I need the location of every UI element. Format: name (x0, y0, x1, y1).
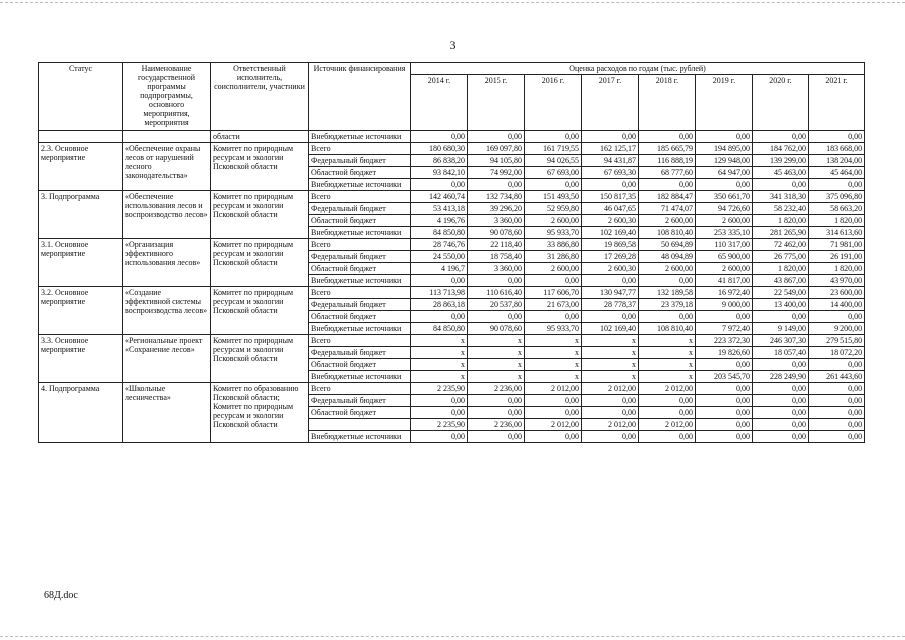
value-cell: 0,00 (582, 431, 639, 443)
value-cell: 279 515,80 (809, 335, 865, 347)
value-cell: x (582, 371, 639, 383)
value-cell: x (411, 347, 468, 359)
value-cell: 0,00 (809, 395, 865, 407)
value-cell: 23 600,00 (809, 287, 865, 299)
value-cell: 21 673,00 (525, 299, 582, 311)
value-cell: x (639, 359, 696, 371)
header-year: 2015 г. (468, 75, 525, 131)
value-cell: 2 012,00 (582, 383, 639, 395)
value-cell: 0,00 (525, 179, 582, 191)
value-cell: 4 196,7 (411, 263, 468, 275)
value-cell: 0,00 (582, 311, 639, 323)
value-cell: 0,00 (696, 131, 753, 143)
value-cell: 33 886,80 (525, 239, 582, 251)
source-cell: Областной бюджет (309, 215, 411, 227)
value-cell: 350 661,70 (696, 191, 753, 203)
value-cell: 1 820,00 (753, 263, 809, 275)
footer-filename: 68Д.doc (44, 590, 78, 601)
value-cell: 26 191,00 (809, 251, 865, 263)
name-cell: «Обеспечение использования лесов и воспроизводство лесов» (123, 191, 211, 239)
value-cell: 2 012,00 (525, 383, 582, 395)
value-cell: 110 616,40 (468, 287, 525, 299)
header-source: Источник финансирования (309, 63, 411, 131)
value-cell: 138 204,00 (809, 155, 865, 167)
value-cell: 108 810,40 (639, 323, 696, 335)
value-cell: 20 537,80 (468, 299, 525, 311)
responsible-cell: Комитет по природным ресурсам и экологии Псковской области (211, 191, 309, 239)
source-cell: Федеральный бюджет (309, 251, 411, 263)
value-cell: 0,00 (468, 431, 525, 443)
value-cell: 2 012,00 (639, 383, 696, 395)
source-cell: Областной бюджет (309, 167, 411, 179)
source-cell: Всего (309, 383, 411, 395)
value-cell: 3 360,00 (468, 263, 525, 275)
value-cell: 0,00 (468, 311, 525, 323)
value-cell: 71 474,07 (639, 203, 696, 215)
value-cell: 0,00 (468, 395, 525, 407)
value-cell: 23 379,18 (639, 299, 696, 311)
value-cell: 2 012,00 (525, 419, 582, 431)
value-cell: 203 545,70 (696, 371, 753, 383)
table-row (39, 335, 865, 347)
value-cell: 58 232,40 (753, 203, 809, 215)
source-cell: Областной бюджет (309, 311, 411, 323)
value-cell: 162 125,17 (582, 143, 639, 155)
table-row (39, 239, 865, 251)
value-cell: 0,00 (809, 179, 865, 191)
header-name: Наименование государственной программы подпрограммы, основного мероприятия, мероприятия (123, 63, 211, 131)
table-row (39, 191, 865, 203)
value-cell: 26 775,00 (753, 251, 809, 263)
value-cell: 94 026,55 (525, 155, 582, 167)
value-cell: x (468, 371, 525, 383)
value-cell: 0,00 (468, 179, 525, 191)
header-year: 2019 г. (696, 75, 753, 131)
value-cell: 0,00 (809, 407, 865, 419)
responsible-cell: Комитет по природным ресурсам и экологии Псковской области (211, 335, 309, 383)
value-cell: 2 012,00 (582, 419, 639, 431)
value-cell: 0,00 (753, 383, 809, 395)
header-year: 2017 г. (582, 75, 639, 131)
value-cell: 0,00 (525, 131, 582, 143)
value-cell: 0,00 (696, 407, 753, 419)
value-cell: 0,00 (639, 395, 696, 407)
source-cell: Внебюджетные источники (309, 131, 411, 143)
value-cell: 0,00 (525, 311, 582, 323)
value-cell: 281 265,90 (753, 227, 809, 239)
header-row-1 (39, 63, 865, 75)
value-cell: 0,00 (582, 275, 639, 287)
value-cell: 58 663,20 (809, 203, 865, 215)
value-cell: 0,00 (582, 395, 639, 407)
value-cell: 2 235,90 (411, 419, 468, 431)
value-cell: 3 360,00 (468, 215, 525, 227)
value-cell: 130 947,77 (582, 287, 639, 299)
value-cell: 110 317,00 (696, 239, 753, 251)
source-cell: Внебюджетные источники (309, 323, 411, 335)
source-cell: Областной бюджет (309, 407, 411, 419)
value-cell: 113 713,98 (411, 287, 468, 299)
value-cell: 71 981,00 (809, 239, 865, 251)
value-cell: 94 726,60 (696, 203, 753, 215)
source-cell: Федеральный бюджет (309, 395, 411, 407)
value-cell: 18 072,20 (809, 347, 865, 359)
source-cell: Областной бюджет (309, 263, 411, 275)
value-cell: 28 746,76 (411, 239, 468, 251)
value-cell: 0,00 (753, 431, 809, 443)
value-cell: x (639, 335, 696, 347)
value-cell: 95 933,70 (525, 323, 582, 335)
source-cell: Федеральный бюджет (309, 155, 411, 167)
value-cell: 314 613,60 (809, 227, 865, 239)
header-status: Статус (39, 63, 123, 131)
value-cell: 2 600,00 (696, 263, 753, 275)
value-cell: 74 992,00 (468, 167, 525, 179)
value-cell: 0,00 (639, 131, 696, 143)
source-cell: Федеральный бюджет (309, 203, 411, 215)
status-cell: 3.1. Основное мероприятие (39, 239, 123, 287)
value-cell: 184 762,00 (753, 143, 809, 155)
value-cell: 1 820,00 (809, 215, 865, 227)
value-cell: 0,00 (525, 395, 582, 407)
responsible-cell: области (211, 131, 309, 143)
header-year: 2018 г. (639, 75, 696, 131)
value-cell: 261 443,60 (809, 371, 865, 383)
value-cell: x (582, 347, 639, 359)
header-year: 2016 г. (525, 75, 582, 131)
status-cell: 4. Подпрограмма (39, 383, 123, 443)
value-cell: 0,00 (809, 311, 865, 323)
value-cell: 14 400,00 (809, 299, 865, 311)
value-cell: 0,00 (411, 431, 468, 443)
value-cell: x (525, 347, 582, 359)
scan-edge-top (0, 2, 905, 4)
value-cell: 68 777,60 (639, 167, 696, 179)
value-cell: 185 665,79 (639, 143, 696, 155)
value-cell: 0,00 (582, 407, 639, 419)
value-cell: 117 606,70 (525, 287, 582, 299)
source-cell: Внебюджетные источники (309, 431, 411, 443)
value-cell: 0,00 (639, 275, 696, 287)
value-cell: 95 933,70 (525, 227, 582, 239)
table-body (39, 131, 865, 443)
value-cell: 0,00 (696, 383, 753, 395)
value-cell: x (582, 359, 639, 371)
status-cell: 3.2. Основное мероприятие (39, 287, 123, 335)
value-cell: x (639, 347, 696, 359)
value-cell: 9 149,00 (753, 323, 809, 335)
value-cell: 0,00 (753, 395, 809, 407)
value-cell: 28 863,18 (411, 299, 468, 311)
value-cell: 41 817,00 (696, 275, 753, 287)
value-cell: 43 970,00 (809, 275, 865, 287)
source-cell: Федеральный бюджет (309, 299, 411, 311)
header-year: 2014 г. (411, 75, 468, 131)
value-cell: 7 972,40 (696, 323, 753, 335)
source-cell: Внебюджетные источники (309, 227, 411, 239)
value-cell: 48 094,89 (639, 251, 696, 263)
status-cell: 3.3. Основное мероприятие (39, 335, 123, 383)
header-responsible: Ответственный исполнитель, соисполнители, участники (211, 63, 309, 131)
value-cell: 2 600,00 (639, 263, 696, 275)
value-cell: x (525, 335, 582, 347)
source-cell: Всего (309, 335, 411, 347)
value-cell: 0,00 (525, 431, 582, 443)
value-cell: x (525, 359, 582, 371)
responsible-cell: Комитет по образованию Псковской области; Комитет по природным ресурсам и экологии Псковской области (211, 383, 309, 443)
value-cell: 169 097,80 (468, 143, 525, 155)
value-cell: x (639, 371, 696, 383)
value-cell: x (582, 335, 639, 347)
value-cell: 108 810,40 (639, 227, 696, 239)
name-cell: «Организация эффективного использования лесов» (123, 239, 211, 287)
source-cell (309, 419, 411, 431)
value-cell: 132 189,58 (639, 287, 696, 299)
value-cell: 72 462,00 (753, 239, 809, 251)
value-cell: 9 200,00 (809, 323, 865, 335)
value-cell: 0,00 (696, 311, 753, 323)
value-cell: 67 693,00 (525, 167, 582, 179)
value-cell: 0,00 (696, 179, 753, 191)
value-cell: 2 235,90 (411, 383, 468, 395)
value-cell: 0,00 (525, 275, 582, 287)
page-number: 3 (449, 38, 456, 52)
value-cell: 0,00 (468, 131, 525, 143)
source-cell: Всего (309, 287, 411, 299)
value-cell: 0,00 (696, 395, 753, 407)
value-cell: 0,00 (639, 179, 696, 191)
value-cell: 31 286,80 (525, 251, 582, 263)
budget-table (38, 62, 865, 443)
value-cell: 223 372,30 (696, 335, 753, 347)
value-cell: x (468, 335, 525, 347)
value-cell: 0,00 (411, 179, 468, 191)
value-cell: 151 493,50 (525, 191, 582, 203)
table-row (39, 287, 865, 299)
value-cell: 2 600,30 (582, 215, 639, 227)
value-cell: 2 012,00 (639, 419, 696, 431)
value-cell: 0,00 (411, 407, 468, 419)
value-cell: 1 820,00 (809, 263, 865, 275)
value-cell: x (411, 359, 468, 371)
value-cell: 0,00 (411, 131, 468, 143)
value-cell: 84 850,80 (411, 323, 468, 335)
value-cell: 375 096,80 (809, 191, 865, 203)
value-cell: 28 778,37 (582, 299, 639, 311)
table-row (39, 143, 865, 155)
value-cell: 0,00 (696, 359, 753, 371)
value-cell: 24 550,00 (411, 251, 468, 263)
status-cell: 2.3. Основное мероприятие (39, 143, 123, 191)
value-cell: 0,00 (468, 407, 525, 419)
value-cell: 0,00 (753, 311, 809, 323)
value-cell: 0,00 (411, 311, 468, 323)
value-cell: 142 460,74 (411, 191, 468, 203)
value-cell: 86 838,20 (411, 155, 468, 167)
value-cell: 18 057,40 (753, 347, 809, 359)
value-cell: 2 600,00 (696, 215, 753, 227)
value-cell: 116 888,19 (639, 155, 696, 167)
value-cell: 150 817,35 (582, 191, 639, 203)
name-cell (123, 131, 211, 143)
value-cell: x (411, 335, 468, 347)
value-cell: 22 118,40 (468, 239, 525, 251)
value-cell: 0,00 (753, 359, 809, 371)
value-cell: 0,00 (696, 431, 753, 443)
value-cell: 64 947,00 (696, 167, 753, 179)
value-cell: 90 078,60 (468, 323, 525, 335)
table-row (39, 383, 865, 395)
value-cell: 0,00 (809, 431, 865, 443)
value-cell: 84 850,80 (411, 227, 468, 239)
responsible-cell: Комитет по природным ресурсам и экологии Псковской области (211, 239, 309, 287)
value-cell: 0,00 (753, 131, 809, 143)
value-cell: x (468, 347, 525, 359)
value-cell: 90 078,60 (468, 227, 525, 239)
responsible-cell: Комитет по природным ресурсам и экологии Псковской области (211, 143, 309, 191)
value-cell: 19 869,58 (582, 239, 639, 251)
value-cell: 17 269,28 (582, 251, 639, 263)
source-cell: Всего (309, 191, 411, 203)
value-cell: 2 600,00 (525, 263, 582, 275)
value-cell: 0,00 (411, 275, 468, 287)
status-cell (39, 131, 123, 143)
responsible-cell: Комитет по природным ресурсам и экологии Псковской области (211, 287, 309, 335)
value-cell: 0,00 (411, 395, 468, 407)
value-cell: 0,00 (468, 275, 525, 287)
value-cell: 18 758,40 (468, 251, 525, 263)
source-cell: Областной бюджет (309, 359, 411, 371)
value-cell: 0,00 (639, 431, 696, 443)
value-cell: 0,00 (753, 179, 809, 191)
value-cell: 180 680,30 (411, 143, 468, 155)
value-cell: 132 734,80 (468, 191, 525, 203)
header-estimate: Оценка расходов по годам (тыс. рублей) (411, 63, 865, 75)
name-cell: «Региональные проект «Сохранение лесов» (123, 335, 211, 383)
value-cell: 182 884,47 (639, 191, 696, 203)
value-cell: 2 600,30 (582, 263, 639, 275)
value-cell: 341 318,30 (753, 191, 809, 203)
value-cell: 53 413,18 (411, 203, 468, 215)
source-cell: Всего (309, 239, 411, 251)
value-cell: 0,00 (582, 131, 639, 143)
value-cell: 0,00 (753, 407, 809, 419)
value-cell: 43 867,00 (753, 275, 809, 287)
value-cell: 228 249,90 (753, 371, 809, 383)
value-cell: 45 464,00 (809, 167, 865, 179)
value-cell: 0,00 (809, 383, 865, 395)
status-cell: 3. Подпрограмма (39, 191, 123, 239)
header-year: 2021 г. (809, 75, 865, 131)
name-cell: «Школьные лесничества» (123, 383, 211, 443)
value-cell: 0,00 (525, 407, 582, 419)
value-cell: 0,00 (809, 359, 865, 371)
value-cell: 253 335,10 (696, 227, 753, 239)
table-row (39, 131, 865, 143)
value-cell: 67 693,30 (582, 167, 639, 179)
value-cell: 0,00 (639, 407, 696, 419)
value-cell: x (468, 359, 525, 371)
value-cell: 94 105,80 (468, 155, 525, 167)
value-cell: 0,00 (696, 419, 753, 431)
value-cell: 65 900,00 (696, 251, 753, 263)
value-cell: 2 600,00 (639, 215, 696, 227)
name-cell: «Обеспечение охраны лесов от нарушений лесного законодательства» (123, 143, 211, 191)
value-cell: 19 826,60 (696, 347, 753, 359)
value-cell: 183 668,00 (809, 143, 865, 155)
value-cell: 0,00 (753, 419, 809, 431)
value-cell: 0,00 (639, 311, 696, 323)
value-cell: 93 842,10 (411, 167, 468, 179)
value-cell: 46 047,65 (582, 203, 639, 215)
value-cell: 50 694,89 (639, 239, 696, 251)
source-cell: Всего (309, 143, 411, 155)
value-cell: x (525, 371, 582, 383)
value-cell: 0,00 (809, 419, 865, 431)
value-cell: 1 820,00 (753, 215, 809, 227)
value-cell: 13 400,00 (753, 299, 809, 311)
value-cell: 39 296,20 (468, 203, 525, 215)
name-cell: «Создание эффективной системы воспроизводства лесов» (123, 287, 211, 335)
value-cell: 0,00 (809, 131, 865, 143)
value-cell: x (411, 371, 468, 383)
value-cell: 0,00 (582, 179, 639, 191)
value-cell: 2 236,00 (468, 383, 525, 395)
value-cell: 45 463,00 (753, 167, 809, 179)
value-cell: 2 600,00 (525, 215, 582, 227)
source-cell: Федеральный бюджет (309, 347, 411, 359)
header-year: 2020 г. (753, 75, 809, 131)
value-cell: 161 719,55 (525, 143, 582, 155)
value-cell: 9 000,00 (696, 299, 753, 311)
value-cell: 102 169,40 (582, 227, 639, 239)
value-cell: 22 549,00 (753, 287, 809, 299)
value-cell: 16 972,40 (696, 287, 753, 299)
source-cell: Внебюджетные источники (309, 275, 411, 287)
value-cell: 139 299,00 (753, 155, 809, 167)
value-cell: 52 959,80 (525, 203, 582, 215)
source-cell: Внебюджетные источники (309, 371, 411, 383)
scan-edge-bottom (0, 636, 905, 638)
value-cell: 2 236,00 (468, 419, 525, 431)
value-cell: 102 169,40 (582, 323, 639, 335)
value-cell: 129 948,00 (696, 155, 753, 167)
value-cell: 246 307,30 (753, 335, 809, 347)
value-cell: 94 431,87 (582, 155, 639, 167)
value-cell: 194 895,00 (696, 143, 753, 155)
source-cell: Внебюджетные источники (309, 179, 411, 191)
value-cell: 4 196,76 (411, 215, 468, 227)
